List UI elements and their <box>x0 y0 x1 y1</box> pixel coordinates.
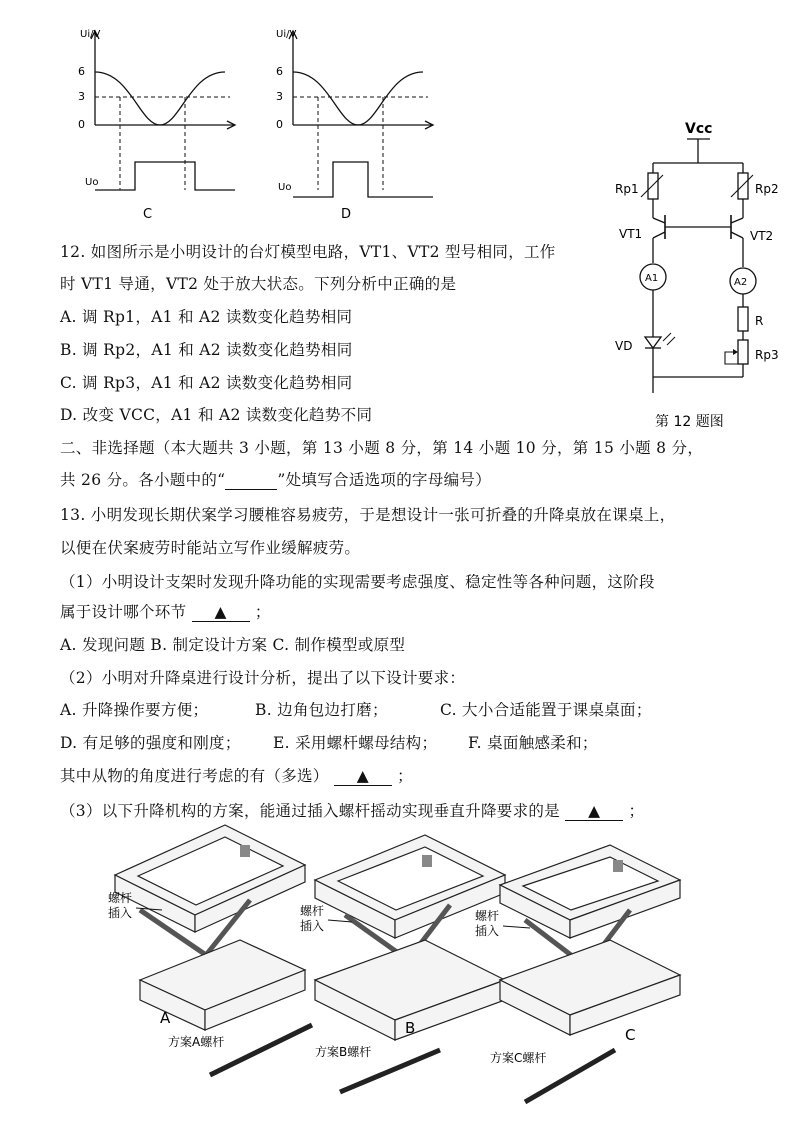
insert-label-line-1: 螺杆 <box>475 909 500 923</box>
circuit-diagram <box>605 115 795 435</box>
y-axis-label: Ui/V <box>276 29 297 40</box>
answer-blank-2[interactable] <box>334 767 392 786</box>
q12-line-1: 12. 如图所示是小明设计的台灯模型电路，VT1、VT2 型号相同，工作 <box>60 243 556 261</box>
semicolon: ； <box>628 802 645 820</box>
q13-part3-prompt: （3）以下升降机构的方案，能通过插入螺杆摇动实现垂直升降要求的是 <box>60 802 560 820</box>
q12-option-d: D. 改变 VCC，A1 和 A2 读数变化趋势不同 <box>60 406 373 424</box>
q13-part1-options: A. 发现问题 B. 制定设计方案 C. 制作模型或原型 <box>60 636 406 654</box>
q13-part2-prompt: 其中从物的角度进行考虑的有（多选） <box>60 767 329 785</box>
insert-label-line-1: 螺杆 <box>300 904 325 918</box>
insert-label-line-2: 插入 <box>108 906 133 920</box>
answer-blank-3[interactable] <box>565 802 623 821</box>
screw-label: 方案A螺杆 <box>168 1035 225 1049</box>
insert-label-line-2: 插入 <box>300 919 325 933</box>
graph-caption: D <box>341 207 352 222</box>
tick-3: 3 <box>78 90 85 103</box>
screw-label: 方案C螺杆 <box>490 1051 547 1065</box>
triangle-mark: ▲ <box>356 767 369 785</box>
a1-label: A1 <box>645 273 659 284</box>
screw-label: 方案B螺杆 <box>315 1045 372 1059</box>
q13-part2-option-a: A. 升降操作要方便； <box>60 701 209 719</box>
output-label: Uo <box>278 182 292 193</box>
rp3-label: Rp3 <box>755 348 779 362</box>
tick-6: 6 <box>276 65 283 78</box>
section-2-heading-line-1: 二、非选择题（本大题共 3 小题，第 13 小题 8 分，第 14 小题 10 分，第 15 小题 8 分， <box>60 439 704 457</box>
tick-0: 0 <box>276 118 283 131</box>
r-label: R <box>755 314 764 328</box>
circuit-caption: 第 12 题图 <box>655 414 724 430</box>
semicolon: ； <box>254 603 271 621</box>
q13-part2-option-d: D. 有足够的强度和刚度； <box>60 734 241 752</box>
graph-caption: C <box>143 207 153 222</box>
q13-intro-2: 以便在伏案疲劳时能站立写作业缓解疲劳。 <box>60 539 361 557</box>
q12-option-a: A. 调 Rp1，A1 和 A2 读数变化趋势相同 <box>60 308 353 326</box>
q13-part1-line-1: （1）小明设计支架时发现升降功能的实现需要考虑强度、稳定性等各种问题，这阶段 <box>60 573 655 591</box>
lift-table-c-illustration <box>475 840 690 1110</box>
waveform-graph-d <box>258 25 448 225</box>
section-2-heading-line-2 <box>60 468 491 490</box>
q13-part2-option-f: F. 桌面触感柔和； <box>468 734 598 752</box>
tick-0: 0 <box>78 118 85 131</box>
q13-part2-option-e: E. 采用螺杆螺母结构； <box>273 734 438 752</box>
y-axis-label: Ui/V <box>80 29 101 40</box>
section-2-pre: 共 26 分。各小题中的“ <box>60 471 226 489</box>
q13-part1-line-2 <box>60 600 271 622</box>
a2-label: A2 <box>734 277 748 288</box>
blank-line <box>225 471 277 490</box>
insert-label-line-1: 螺杆 <box>108 891 133 905</box>
waveform-graph-c <box>60 25 250 225</box>
q13-part2-line-1: （2）小明对升降桌进行设计分析，提出了以下设计要求： <box>60 669 466 687</box>
q12-option-c: C. 调 Rp3，A1 和 A2 读数变化趋势相同 <box>60 374 353 392</box>
scheme-letter: A <box>160 1009 171 1027</box>
section-2-post: ”处填写合适选项的字母编号） <box>277 471 492 489</box>
q12-line-2: 时 VT1 导通，VT2 处于放大状态。下列分析中正确的是 <box>60 275 457 293</box>
rp2-label: Rp2 <box>755 182 779 196</box>
q13-part3-line <box>60 799 644 821</box>
semicolon: ； <box>397 767 413 785</box>
q13-part2-option-c: C. 大小合适能置于课桌桌面； <box>440 701 652 719</box>
vd-label: VD <box>615 339 633 353</box>
lift-table-a-illustration <box>100 820 315 1080</box>
q13-part2-line-4 <box>60 764 413 786</box>
vt1-label: VT1 <box>619 227 643 241</box>
tick-3: 3 <box>276 90 283 103</box>
q13-intro-1: 13. 小明发现长期伏案学习腰椎容易疲劳，于是想设计一张可折叠的升降桌放在课桌上， <box>60 506 676 524</box>
scheme-letter: C <box>625 1026 636 1044</box>
vt2-label: VT2 <box>750 229 774 243</box>
scheme-letter: B <box>405 1019 416 1037</box>
q13-part1-prompt: 属于设计哪个环节 <box>60 603 187 621</box>
vcc-label: Vcc <box>685 121 713 137</box>
triangle-mark: ▲ <box>588 802 601 820</box>
triangle-mark: ▲ <box>214 603 227 621</box>
tick-6: 6 <box>78 65 85 78</box>
rp1-label: Rp1 <box>615 182 639 196</box>
q13-part2-option-b: B. 边角包边打磨； <box>255 701 388 719</box>
q12-option-b: B. 调 Rp2，A1 和 A2 读数变化趋势相同 <box>60 341 353 359</box>
answer-blank-1[interactable] <box>192 603 250 622</box>
insert-label-line-2: 插入 <box>475 924 500 938</box>
output-label: Uo <box>85 177 99 188</box>
